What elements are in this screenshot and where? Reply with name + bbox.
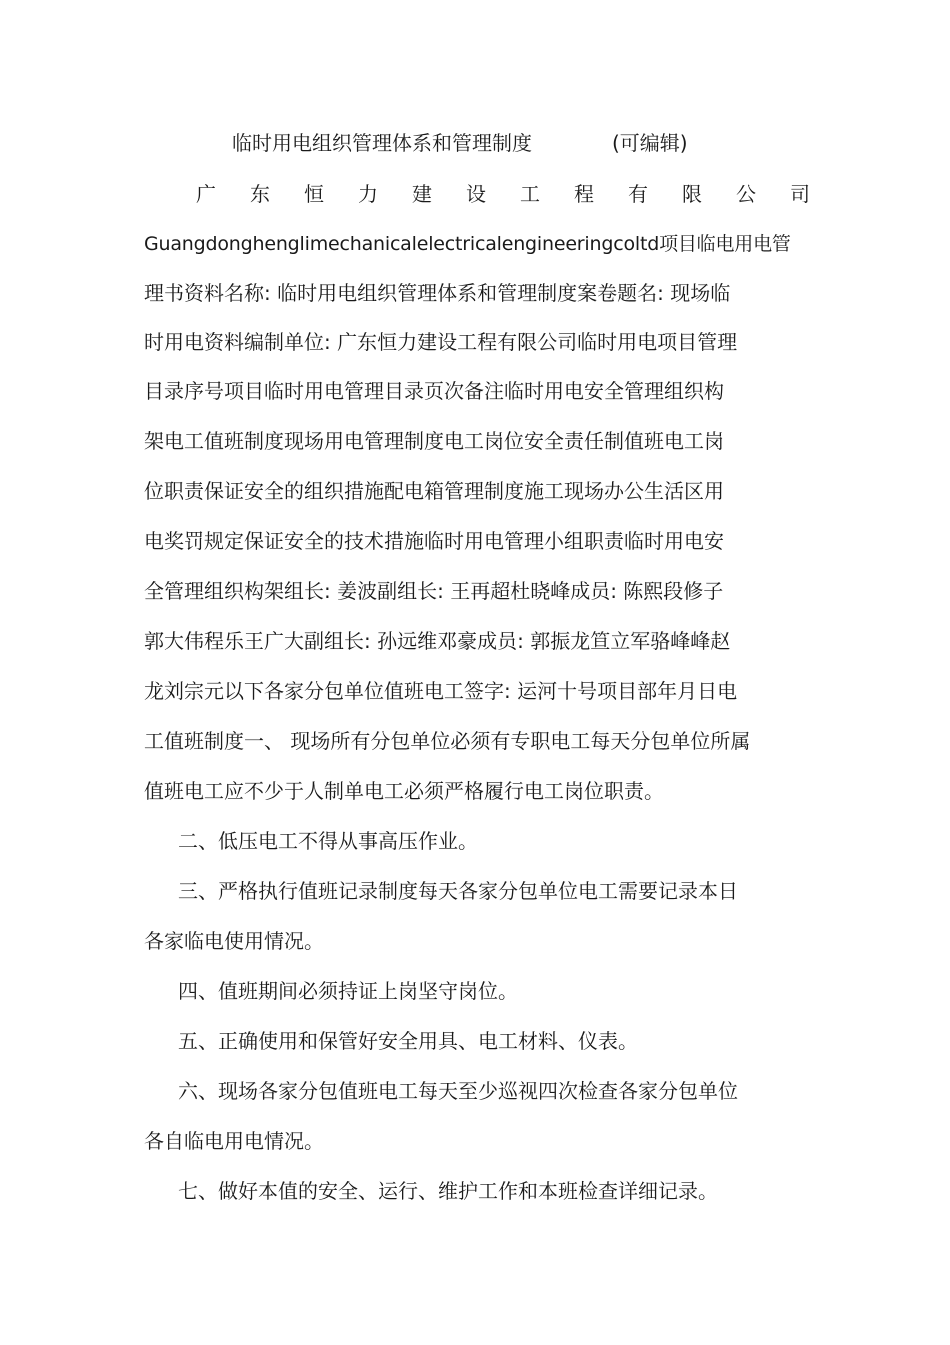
title-suffix: (可编辑) — [612, 131, 688, 155]
body-line: 二、低压电工不得从事高压作业。 — [178, 829, 478, 853]
company-char: 程 — [574, 182, 594, 206]
body-line: 龙刘宗元以下各家分包单位值班电工签字: 运河十号项目部年月日电 — [144, 679, 738, 703]
company-char: 司 — [790, 182, 810, 206]
company-char: 限 — [682, 182, 702, 206]
title-text: 临时用电组织管理体系和管理制度 — [232, 131, 532, 155]
company-char: 设 — [466, 182, 486, 206]
body-line: 目录序号项目临时用电管理目录页次备注临时用电安全管理组织构 — [144, 379, 724, 403]
company-char: 公 — [736, 182, 756, 206]
body-line: 六、现场各家分包值班电工每天至少巡视四次检查各家分包单位 — [178, 1079, 738, 1103]
body-line: 五、正确使用和保管好安全用具、电工材料、仪表。 — [178, 1029, 638, 1053]
body-line: 七、做好本值的安全、运行、维护工作和本班检查详细记录。 — [178, 1179, 718, 1203]
body-line: 各自临电用电情况。 — [144, 1129, 324, 1153]
company-char: 建 — [412, 182, 432, 206]
body-line: 架电工值班制度现场用电管理制度电工岗位安全责任制值班电工岗 — [144, 429, 724, 453]
body-line: 三、严格执行值班记录制度每天各家分包单位电工需要记录本日 — [178, 879, 738, 903]
company-char: 工 — [520, 182, 540, 206]
body-line: 位职责保证安全的组织措施配电箱管理制度施工现场办公生活区用 — [144, 479, 724, 503]
body-line: 全管理组织构架组长: 姜波副组长: 王再超杜晓峰成员: 陈熙段修子 — [144, 579, 724, 603]
body-line: 理书资料名称: 临时用电组织管理体系和管理制度案卷题名: 现场临 — [144, 281, 731, 305]
body-line: 郭大伟程乐王广大副组长: 孙远维邓豪成员: 郭振龙笪立军骆峰峰赵 — [144, 629, 731, 653]
company-char: 有 — [628, 182, 648, 206]
company-char: 恒 — [304, 182, 324, 206]
body-line: 电奖罚规定保证安全的技术措施临时用电管理小组职责临时用电安 — [144, 529, 724, 553]
body-line: Guangdonghenglimechanicalelectricalengineeringcoltd项目临电用电管 — [144, 233, 791, 255]
body-line: 时用电资料编制单位: 广东恒力建设工程有限公司临时用电项目管理 — [144, 330, 738, 354]
body-line: 各家临电使用情况。 — [144, 929, 324, 953]
body-line: 四、值班期间必须持证上岗坚守岗位。 — [178, 979, 518, 1003]
body-line: 工值班制度一、 现场所有分包单位必须有专职电工每天分包单位所属 — [144, 729, 751, 753]
company-name-spaced — [196, 177, 810, 211]
company-char: 力 — [358, 182, 378, 206]
document-title — [0, 126, 950, 160]
body-line: 值班电工应不少于人制单电工必须严格履行电工岗位职责。 — [144, 779, 664, 803]
company-char: 东 — [250, 182, 270, 206]
company-char: 广 — [196, 182, 216, 206]
